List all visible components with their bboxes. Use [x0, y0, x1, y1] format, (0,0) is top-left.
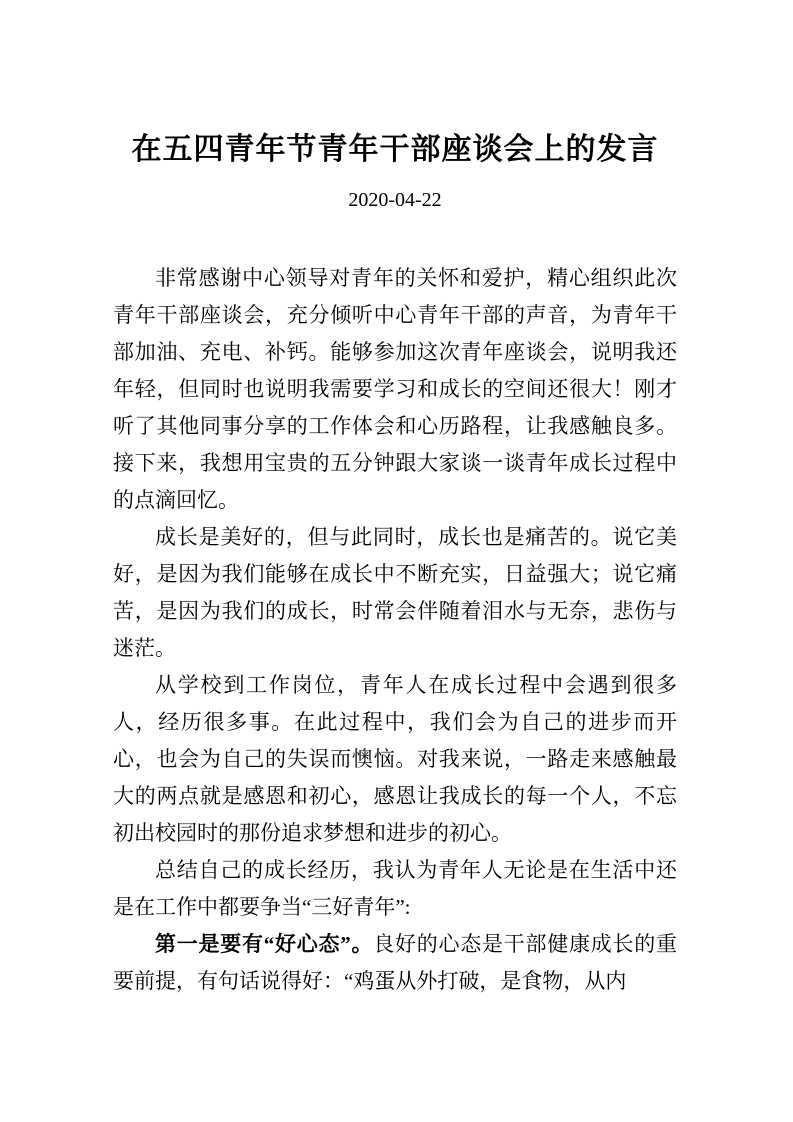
paragraph-2: [113, 519, 677, 667]
document-title: 在五四青年节青年干部座谈会上的发言: [131, 133, 659, 166]
paragraph-5-text: 良好的心态是干部健康成长的重要前提，有句话说得好：“鸡蛋从外打破，是食物，从内: [113, 932, 677, 993]
paragraph-1: [113, 260, 677, 519]
paragraph-4-text: 总结自己的成长经历，我认为青年人无论是在生活中还是在工作中都要争当“三好青年”:: [113, 858, 677, 919]
paragraph-4: [113, 852, 677, 926]
paragraph-3-text: 从学校到工作岗位，青年人在成长过程中会遇到很多人，经历很多事。在此过程中，我们会为自己的进步而开心，也会为自己的失误而懊恼。对我来说，一路走来感触最大的两点就是感恩和初心，感恩让我成长的每一个人，不忘初出校园时的那份追求梦想和进步的初心。: [113, 673, 677, 845]
paragraph-1-text: 非常感谢中心领导对青年的关怀和爱护，精心组织此次青年干部座谈会，充分倾听中心青年干部的声音，为青年干部加油、充电、补钙。能够参加这次青年座谈会，说明我还年轻，但同时也说明我需要学习和成长的空间还很大！刚才听了其他同事分享的工作体会和心历路程，让我感触良多。接下来，我想用宝贵的五分钟跟大家谈一谈青年成长过程中的点滴回忆。: [113, 266, 677, 512]
paragraph-5-bold-lead: 第一是要有“好心态”。: [155, 932, 374, 956]
document-body: [113, 260, 677, 1000]
paragraph-5: [113, 926, 677, 1000]
paragraph-2-text: 成长是美好的，但与此同时，成长也是痛苦的。说它美好，是因为我们能够在成长中不断充实，日益强大；说它痛苦，是因为我们的成长，时常会伴随着泪水与无奈，悲伤与迷茫。: [113, 525, 677, 660]
paragraph-3: [113, 667, 677, 852]
document-date: 2020-04-22: [348, 189, 442, 211]
